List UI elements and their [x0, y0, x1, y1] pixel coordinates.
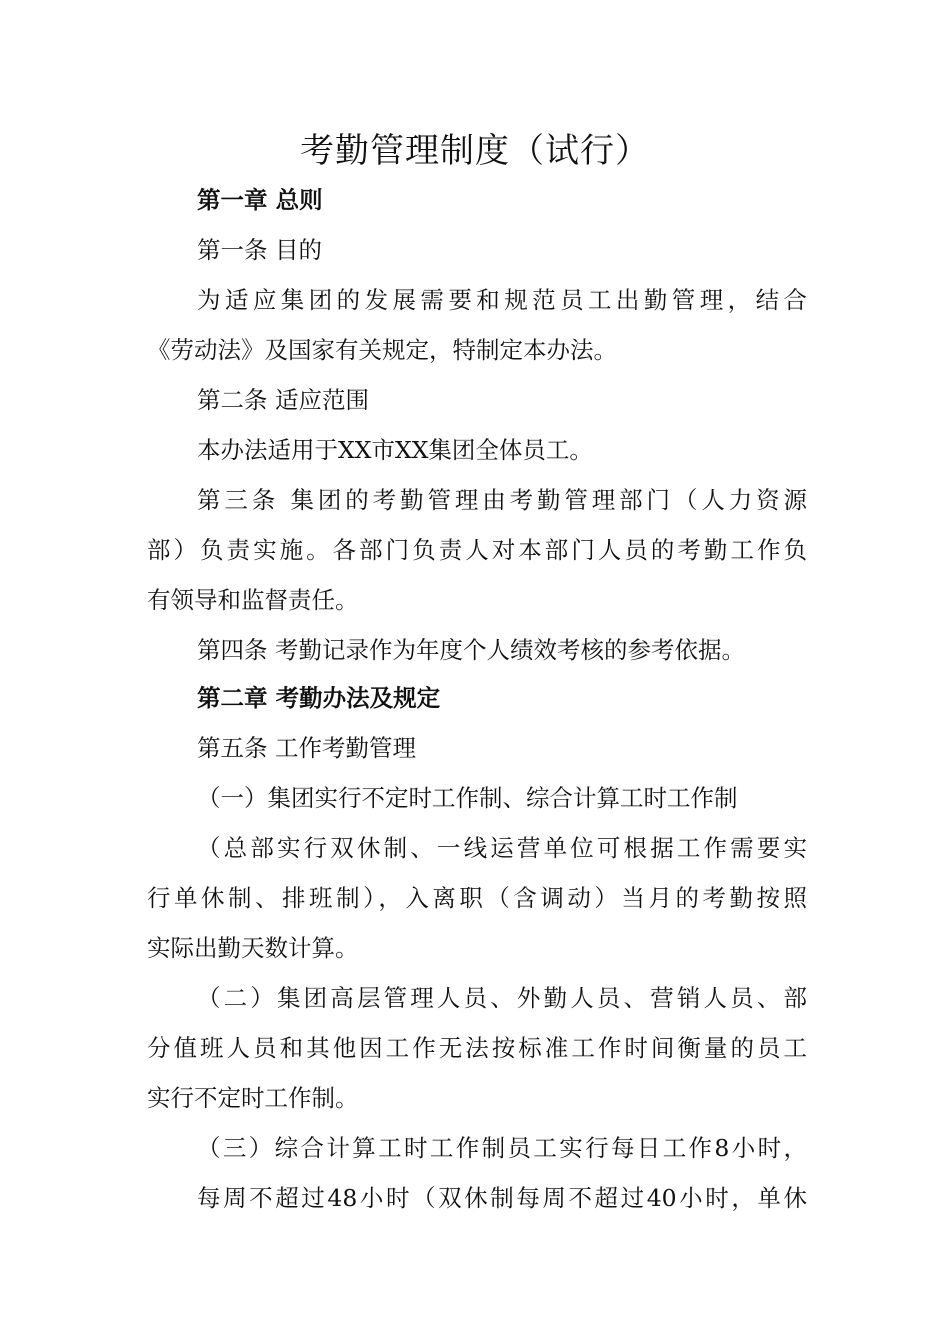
document-title: 考勤管理制度（试行）	[300, 131, 650, 171]
clause-3-line: （三）综合计算工时工作制员工实行每日工作8小时，	[197, 1134, 807, 1162]
paragraph-line: 每周不超过48小时（双休制每周不超过40小时，单休	[197, 1184, 807, 1212]
paragraph-line: 本办法适用于XX市XX集团全体员工。	[197, 436, 593, 464]
clause-2-line: （二）集团高层管理人员、外勤人员、营销人员、部	[197, 984, 807, 1012]
article-1-heading: 第一条 目的	[197, 236, 322, 264]
article-2-heading: 第二条 适应范围	[197, 386, 369, 414]
paragraph-line: （总部实行双休制、一线运营单位可根据工作需要实	[197, 834, 807, 862]
article-5-heading: 第五条 工作考勤管理	[197, 734, 416, 762]
paragraph-line: 实行不定时工作制。	[147, 1084, 359, 1112]
paragraph-line: 分值班人员和其他因工作无法按标准工作时间衡量的员工	[147, 1034, 807, 1062]
clause-1-line: （一）集团实行不定时工作制、综合计算工时工作制	[197, 784, 738, 812]
chapter-2-heading: 第二章 考勤办法及规定	[197, 684, 441, 712]
paragraph-line: 实际出勤天数计算。	[147, 934, 359, 962]
article-4-line: 第四条 考勤记录作为年度个人绩效考核的参考依据。	[197, 636, 745, 664]
article-3-line: 第三条 集团的考勤管理由考勤管理部门（人力资源	[197, 486, 807, 514]
paragraph-line: 为适应集团的发展需要和规范员工出勤管理，结合	[197, 286, 807, 314]
chapter-1-heading: 第一章 总则	[197, 186, 323, 214]
paragraph-line: 行单休制、排班制），入离职（含调动）当月的考勤按照	[147, 884, 807, 912]
paragraph-line: 《劳动法》及国家有关规定，特制定本办法。	[147, 336, 617, 364]
paragraph-line: 部）负责实施。各部门负责人对本部门人员的考勤工作负	[147, 536, 807, 564]
paragraph-line: 有领导和监督责任。	[147, 586, 359, 614]
